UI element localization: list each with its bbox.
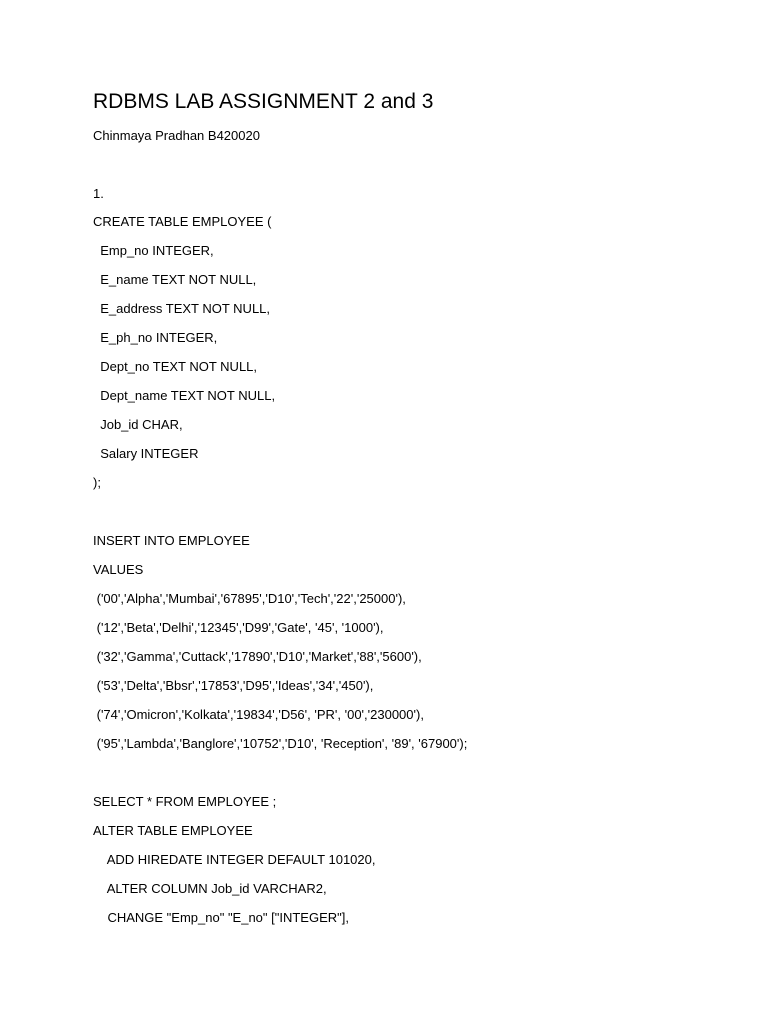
create-table-header: CREATE TABLE EMPLOYEE ( <box>93 214 272 229</box>
create-table-footer: ); <box>93 475 101 490</box>
insert-row: ('00','Alpha','Mumbai','67895','D10','Tech','22','25000'), <box>93 591 406 606</box>
column-definition: Emp_no INTEGER, <box>93 243 214 258</box>
insert-row: ('12','Beta','Delhi','12345','D99','Gate', '45', '1000'), <box>93 620 384 635</box>
column-definition: E_address TEXT NOT NULL, <box>93 301 271 316</box>
insert-row: ('32','Gamma','Cuttack','17890','D10','Market','88','5600'), <box>93 649 422 664</box>
question-number: 1. <box>93 186 104 201</box>
insert-row: ('95','Lambda','Banglore','10752','D10', 'Reception', '89', '67900'); <box>93 736 468 751</box>
author-line: Chinmaya Pradhan B420020 <box>93 128 260 143</box>
insert-row: ('74','Omicron','Kolkata','19834','D56', 'PR', '00','230000'), <box>93 707 424 722</box>
column-definition: Dept_no TEXT NOT NULL, <box>93 359 258 374</box>
select-statement: SELECT * FROM EMPLOYEE ; <box>93 794 277 809</box>
insert-header: INSERT INTO EMPLOYEE <box>93 533 250 548</box>
insert-row: ('53','Delta','Bbsr','17853','D95','Ideas','34','450'), <box>93 678 374 693</box>
column-definition: Job_id CHAR, <box>93 417 183 432</box>
document-title: RDBMS LAB ASSIGNMENT 2 and 3 <box>93 90 434 113</box>
column-definition: E_name TEXT NOT NULL, <box>93 272 257 287</box>
column-definition: E_ph_no INTEGER, <box>93 330 218 345</box>
alter-clause: ADD HIREDATE INTEGER DEFAULT 101020, <box>93 852 376 867</box>
alter-clause: ALTER COLUMN Job_id VARCHAR2, <box>93 881 327 896</box>
column-definition: Salary INTEGER <box>93 446 199 461</box>
alter-clause: CHANGE "Emp_no" "E_no" ["INTEGER"], <box>93 910 349 925</box>
column-definition: Dept_name TEXT NOT NULL, <box>93 388 276 403</box>
values-keyword: VALUES <box>93 562 144 577</box>
alter-header: ALTER TABLE EMPLOYEE <box>93 823 253 838</box>
